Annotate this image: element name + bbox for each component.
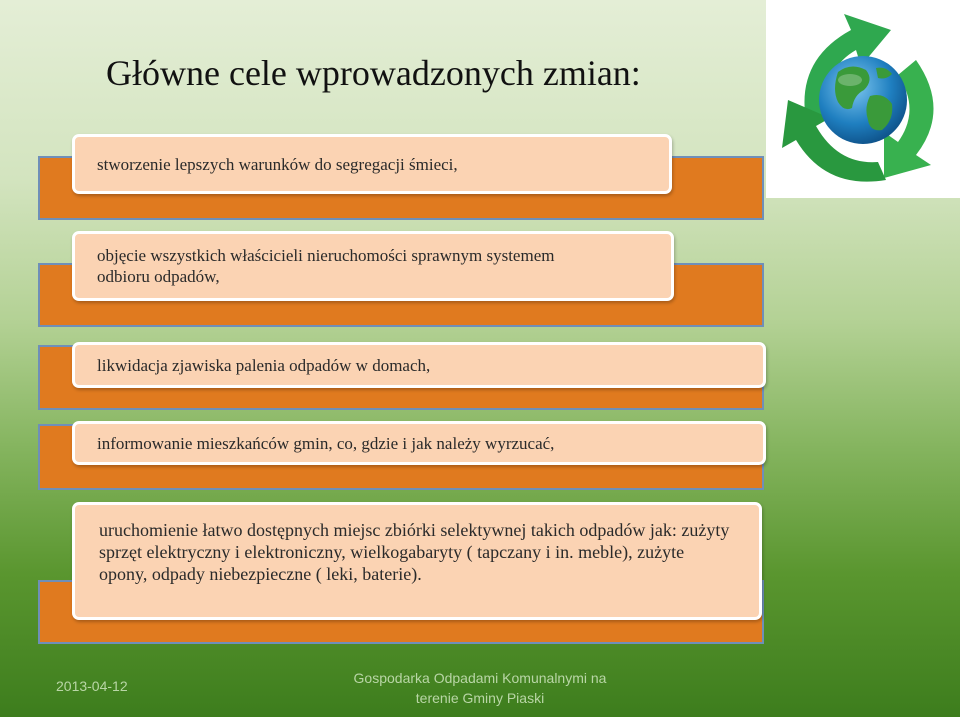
footer-title-line1: Gospodarka Odpadami Komunalnymi na (353, 670, 607, 686)
footer-date: 2013-04-12 (56, 678, 128, 694)
list-item-5 (72, 502, 762, 620)
list-item-text: uruchomienie łatwo dostępnych miejsc zbiórki selektywnej takich odpadów jak: zużyty sprzęt elektryczny i elektroniczny, wielkogabaryty ( tapczany i in. meble), zużyte opony, odpady niebezpieczne ( leki, baterie). (99, 520, 730, 584)
list-item-2 (72, 231, 674, 301)
list-item-text: likwidacja zjawiska palenia odpadów w domach, (97, 355, 431, 375)
list-item-text: informowanie mieszkańców gmin, co, gdzie i jak należy wyrzucać, (97, 433, 555, 453)
footer-title-line2: terenie Gminy Piaski (415, 690, 545, 706)
slide-title: Główne cele wprowadzonych zmian: (106, 53, 641, 93)
list-item-text: stworzenie lepszych warunków do segregacji śmieci, (97, 154, 458, 174)
list-item-3 (72, 342, 766, 388)
list-item-4 (72, 421, 766, 465)
recycle-globe-logo (766, 0, 960, 198)
list-item-text: objęcie wszystkich właścicieli nieruchomości sprawnym systemem odbioru odpadów, (97, 246, 555, 286)
list-item-1 (72, 134, 672, 194)
footer-title (330, 668, 630, 708)
recycle-globe-icon (766, 0, 960, 198)
